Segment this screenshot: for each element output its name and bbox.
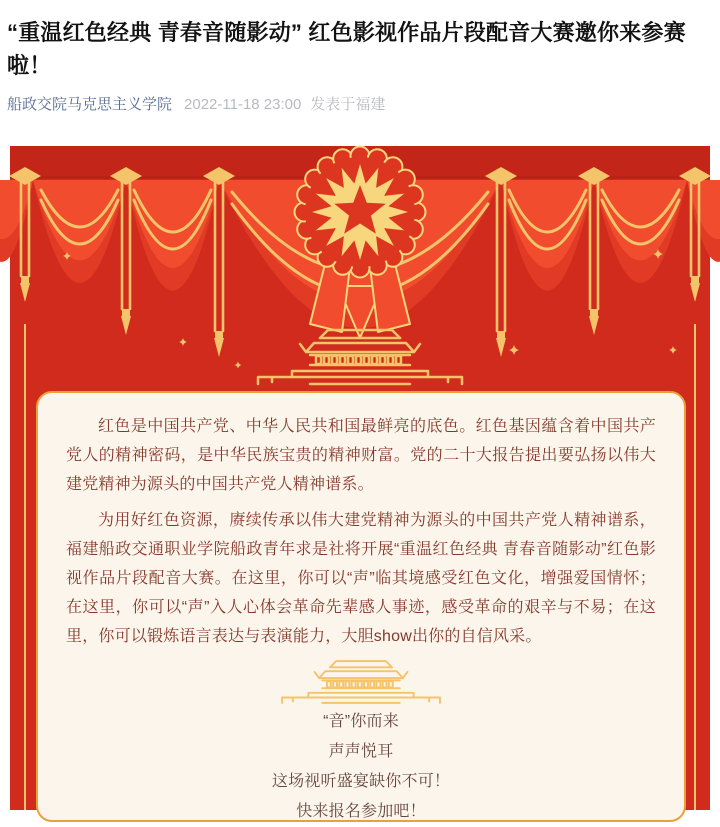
article-page bbox=[0, 16, 720, 820]
publish-location: 发表于福建 bbox=[310, 96, 386, 113]
slogan-line: “音”你而来 bbox=[323, 713, 399, 730]
slogan-line: 快来报名参加吧！ bbox=[296, 803, 426, 820]
poster-gate-icon bbox=[258, 330, 462, 384]
account-name-link[interactable]: 船政交院马克思主义学院 bbox=[7, 96, 173, 113]
card-paragraph: 为用好红色资源，赓续传承以伟大建党精神为源头的中国共产党人精神谱系，福建船政交通职业学院船政青年求是社将开展“重温红色经典 青春音随影动”红色影视作品片段配音大赛。在这里，你可以“声”临其境感受红色文化，增强爱国情怀；在这里，你可以“声”入人心体会革命先辈感人事迹，感受革命的艰辛与不易；在这里，你可以锻炼语言表达与表演能力，大胆show出你的自信风采。 bbox=[66, 512, 656, 645]
slogan-block bbox=[66, 707, 656, 827]
byline bbox=[7, 95, 713, 115]
content-card bbox=[36, 391, 686, 822]
card-gate-icon bbox=[66, 658, 656, 706]
slogan-line: 声声悦耳 bbox=[328, 743, 394, 760]
poster-image[interactable] bbox=[10, 146, 710, 820]
publish-time: 2022-11-18 23:00 bbox=[184, 96, 302, 113]
slogan-line: 这场视听盛宴缺你不可！ bbox=[271, 773, 451, 790]
article-title: “重温红色经典 青春音随影动” 红色影视作品片段配音大赛邀你来参赛啦！ bbox=[7, 20, 686, 78]
card-paragraph: 红色是中国共产党、中华人民共和国最鲜亮的底色。红色基因蕴含着中国共产党人的精神密码，是中华民族宝贵的精神财富。党的二十大报告提出要弘扬以伟大建党精神为源头的中国共产党人精神谱系。 bbox=[66, 418, 656, 493]
